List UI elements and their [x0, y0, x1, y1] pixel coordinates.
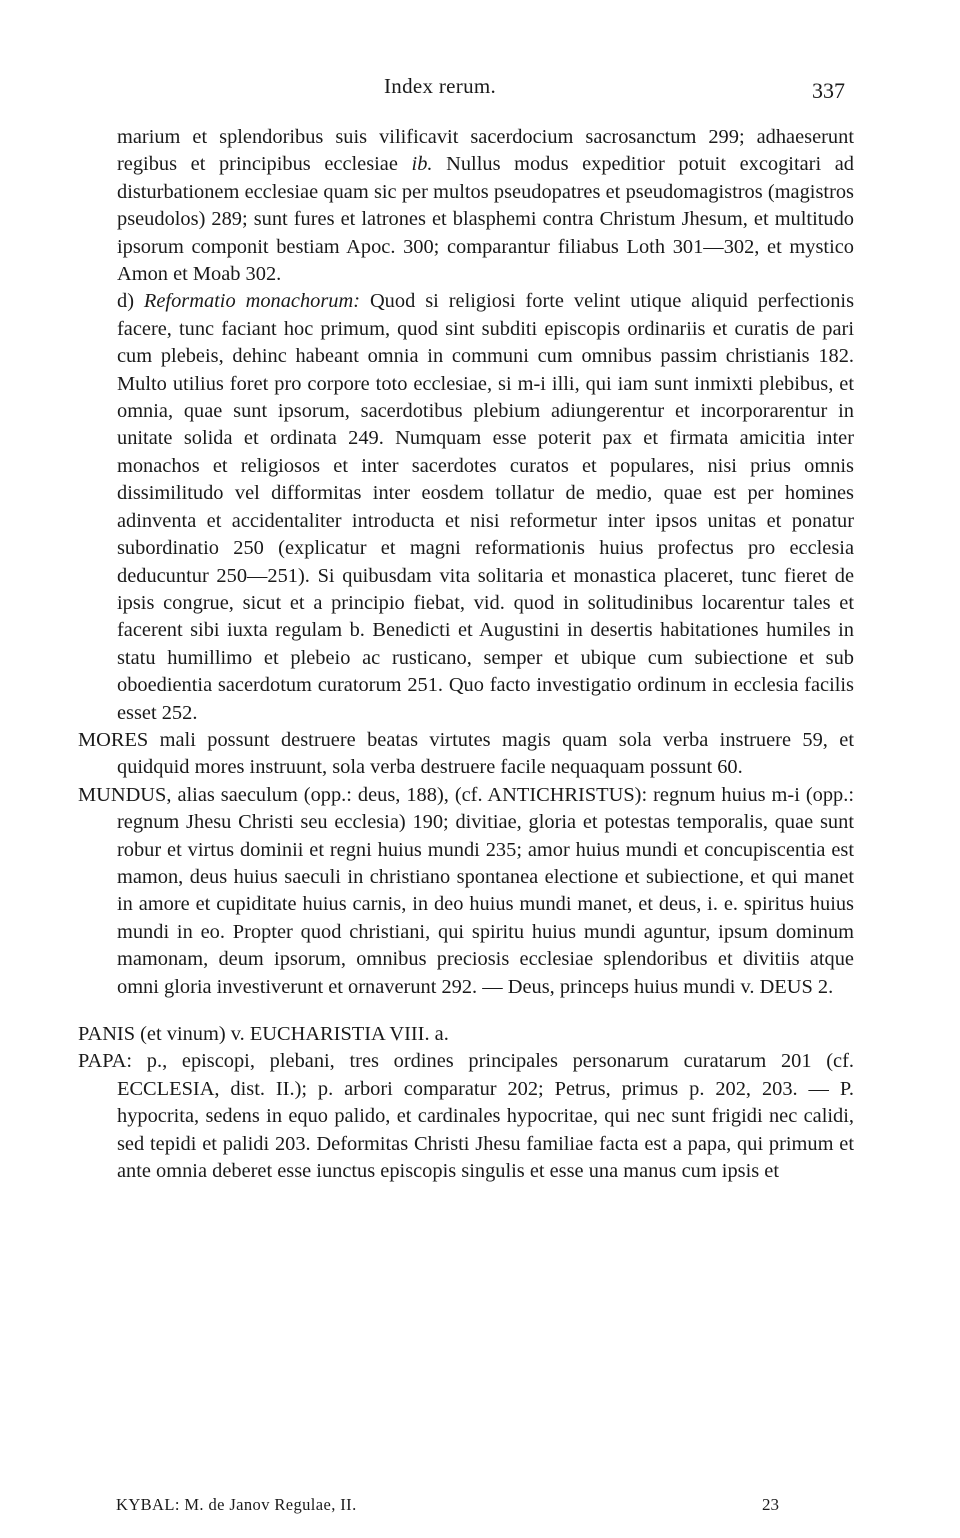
entry-mores: MORES mali possunt destruere beatas virtutes magis quam sola verba instruere 59, et quidquid mores instruunt, sola verba destruere facile nequaquam possunt 60.	[78, 728, 854, 779]
entry-mundus: MUNDUS, alias saeculum (opp.: deus, 188), (cf. ANTICHRISTUS): regnum huius m-i (opp.: regnum Jhesu Christi seu ecclesia) 190; divitiae, gloria et potestas temporalis, quae sunt robur et virtus dominii et regni huius mundi 235; amor huius mundi et concupiscentia est mamon, deus huius saeculi in christiano spontanea electione et subiectione, et qui manet in amore et cupiditate huius carnis, in deo huius mundi manet, et deus, i. e. spiritus huius mundi in eo. Propter quod christiani, qui spiritu huius mundi aguntur, ipsum dominum mamonam, deum ipsorum, omnibus preciosis ecclesiae splendoribus et divitiis atque omni gloria investiverunt et ornaverunt 292. — Deus, princeps huius mundi v. DEUS 2.	[78, 783, 854, 998]
index-text	[78, 124, 854, 1185]
paragraph-text: Nullus modus expeditior potuit excogitari ad disturbationem ecclesiae quam sic per multos pseudopatres et pseudomagistros (magistros pseudolos) 289; sunt fures et latrones et blasphemi contra Christum Jhesum, et multitudo ipsorum componit bestiam Apoc. 300; comparantur filiabus Loth 301—302, et mystico Amon et Moab 302.	[117, 153, 854, 286]
entry-papa: PAPA: p., episcopi, plebani, tres ordines principales personarum curatarum 201 (cf. ECCLESIA, dist. II.); p. arbori comparatur 202; Petrus, primus p. 202, 203. — P. hypocrita, sedens in equo palido, et cardinales hypocritae, qui nec sunt frigidi nec calidi, sed tepidi et palidi 203. Deformitas Christi Jhesu familiae facta est a papa, qui primum et ante omnia deberet esse iunctus episcopis singulis et esse una manus cum ipsis et	[78, 1050, 854, 1183]
paragraph-text: marium et splendoribus suis vilificavit sacerdocium sacrosanctum 299; adhaeserunt regibus et principibus ecclesiae	[117, 126, 854, 176]
subsection-text: Quod si religiosi forte velint utique aliquid perfectionis facere, tunc faciant hoc primum, quod sint subditi episcopis ordinariis et curatis de pari cum plebeis, dehinc habeant omnia in communi cum omnibus passim christianis 182. Multo utilius foret pro corpore toto ecclesiae, si m-i illi, qui iam sunt inmixti plebibus, et omnia, quae sunt ipsorum, sacerdotibus plebium adiungerentur et incorporarentur in unitate solida et ordinata 249. Numquam esse poterit pax et firmata amicitia inter monachos et religiosos et inter sacerdotes curatos et populares, nisi prius omnis dissimilitudo vel difformitas inter eosdem tollatur de medio, quae est per homines adinventa et accidentaliter introducta et nisi reformetur inter ipsos unitas et ponatur subordinatio 250 (explicatur et magni reformationis huius profectus pro ecclesia deducuntur 250—251). Si quibusdam vita solitaria et monastica placeret, tunc fieret de ipsis congrue, sicut et a principio fiebat, vid. quod in solitudinibus locarentur tales et facerent sibi iuxta regulam b. Benedicti et Augustini in desertis habitationes humiles in statu humillimo et plebeio ac rusticano, semper et ubique cum subiectione et sub oboedientia sacerdotum curatorum 251. Quo facto investigatio ordinum in ecclesia facilis esset 252.	[117, 290, 854, 724]
running-title: Index rerum.	[384, 74, 497, 98]
footer-book-title: KYBAL: M. de Janov Regulae, II.	[116, 1495, 357, 1514]
subsection-label: d)	[117, 290, 144, 313]
page-number: 337	[812, 78, 845, 103]
signature-mark: 23	[762, 1495, 779, 1514]
subsection-d	[78, 288, 854, 727]
page-footer	[0, 1495, 960, 1519]
ibidem-abbrev: ib.	[411, 153, 433, 176]
continuation-paragraph	[78, 124, 854, 288]
subsection-heading: Reformatio monachorum:	[143, 290, 361, 313]
entry-panis: PANIS (et vinum) v. EUCHARISTIA VIII. a.	[78, 1023, 449, 1045]
page-header	[0, 74, 960, 104]
